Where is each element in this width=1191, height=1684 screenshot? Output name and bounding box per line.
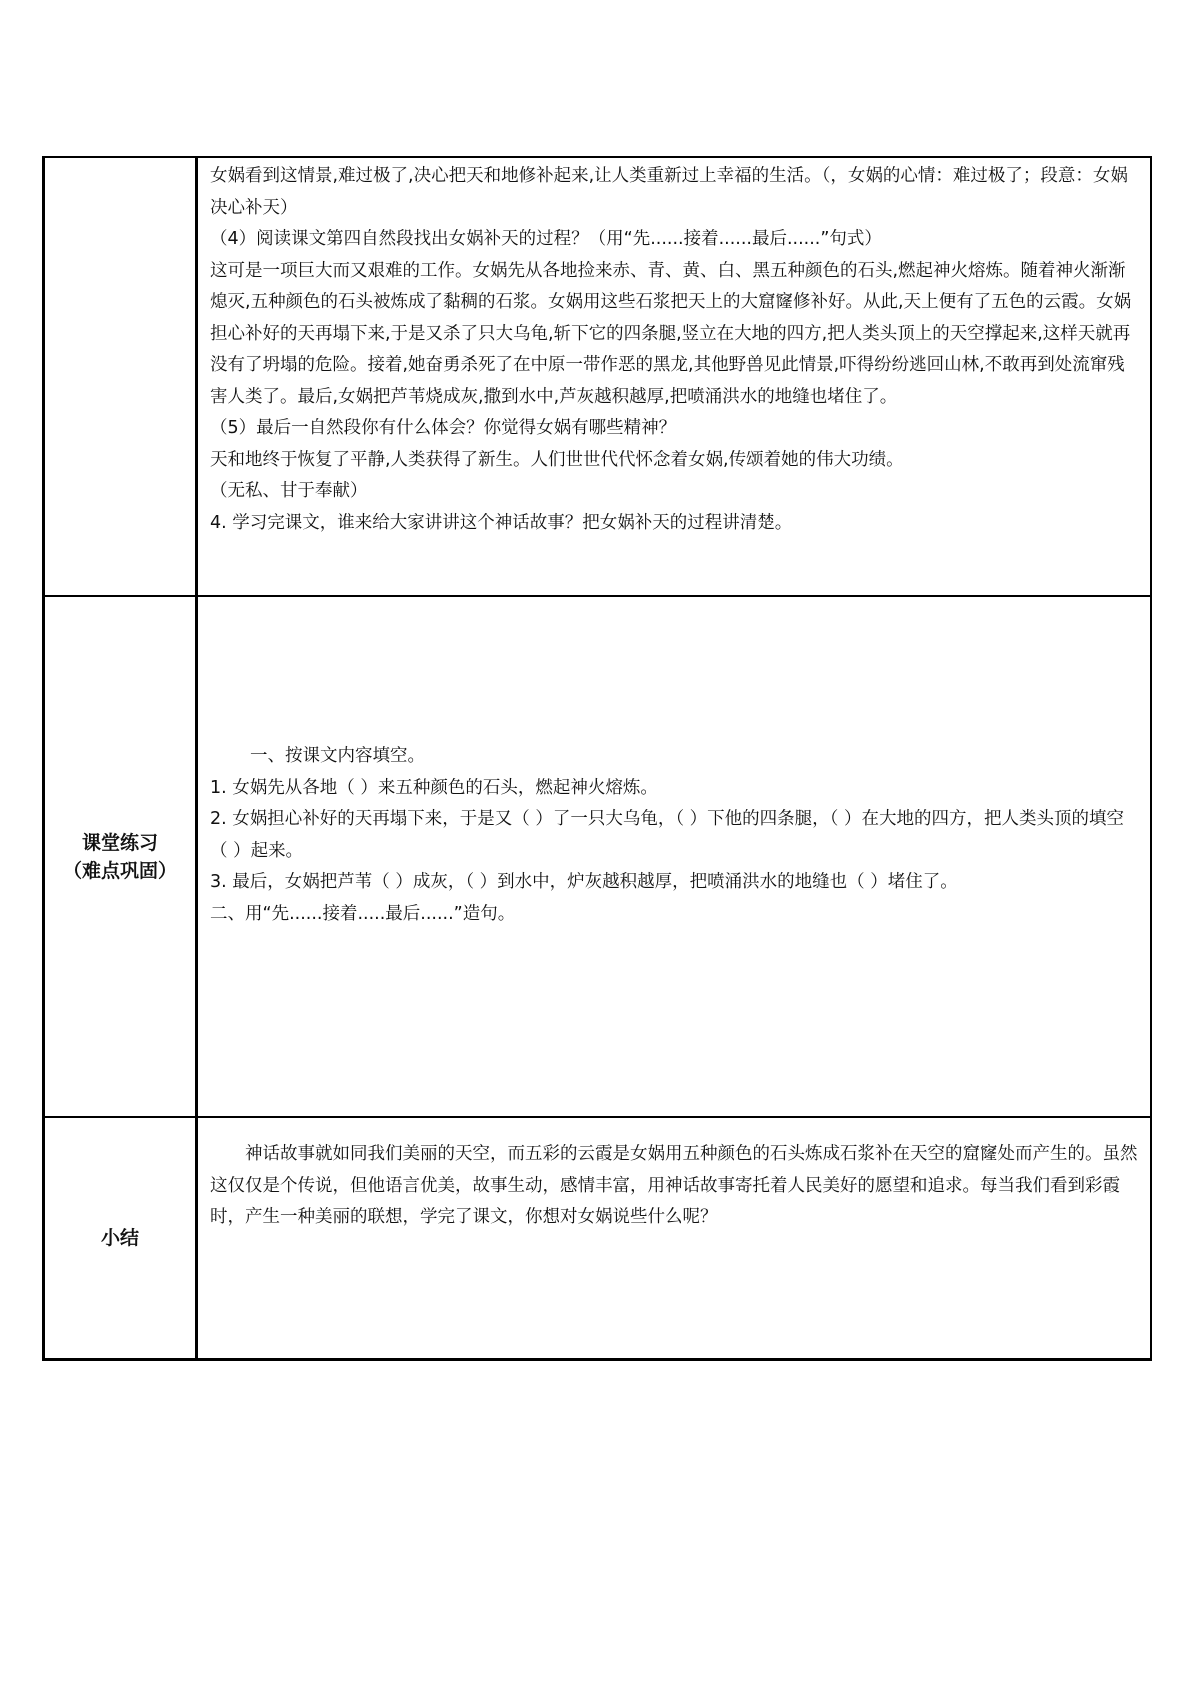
question-4: （4）阅读课文第四自然段找出女娲补天的过程？（用“先......接着......最后......”句式）	[210, 229, 882, 249]
task-4: 4. 学习完课文，谁来给大家讲讲这个神话故事？把女娲补天的过程讲清楚。	[210, 512, 793, 533]
paragraph: 女娲看到这情景,难过极了,决心把天和地修补起来,让人类重新过上幸福的生活。（，女娲的心情：难过极了；段意：女娲决心补天）	[210, 166, 1128, 218]
table-row	[44, 1117, 1152, 1360]
exercise-item: 1. 女娲先从各地（ ）来五种颜色的石头，燃起神火熔炼。	[210, 777, 658, 798]
exercise-item: 2. 女娲担心补好的天再塌下来，于是又（ ）了一只大乌龟，（ ）下他的四条腿，（ ）在大地的四方，把人类头顶的填空（ ）起来。	[210, 809, 1124, 861]
paragraph: 天和地终于恢复了平静,人类获得了新生。人们世世代代怀念着女娲,传颂着她的伟大功绩。	[210, 449, 904, 470]
paragraph: 这可是一项巨大而又艰难的工作。女娲先从各地捡来赤、青、黄、白、黑五种颜色的石头,燃起神火熔炼。随着神火渐渐熄灭,五种颜色的石头被炼成了黏稠的石浆。女娲用这些石浆把天上的大窟窿修补好。从此,天上便有了五色的云霞。女娲担心补好的天再塌下来,于是又杀了只大乌龟,斩下它的四条腿,竖立在大地的四方,把人类头顶上的天空撑起来,这样天就再没有了坍塌的危险。接着,她奋勇杀死了在中原一带作恶的黑龙,其他野兽见此情景,吓得纷纷逃回山林,不敢再到处流窜残害人类了。最后,女娲把芦苇烧成灰,撒到水中,芦灰越积越厚,把喷涌洪水的地缝也堵住了。	[210, 260, 1132, 407]
table-row	[44, 157, 1152, 596]
question-5: （5）最后一自然段你有什么体会？你觉得女娲有哪些精神？	[210, 418, 677, 438]
practice-content-cell	[197, 596, 1152, 1117]
summary-content-cell	[197, 1117, 1152, 1360]
exercise-item: 二、用“先......接着.....最后......”造句。	[210, 903, 516, 924]
summary-paragraph: 神话故事就如同我们美丽的天空，而五彩的云霞是女娲用五种颜色的石头炼成石浆补在天空的窟窿处而产生的。虽然这仅仅是个传说，但他语言优美，故事生动，感情丰富，用神话故事寄托着人民美好的愿望和追求。每当我们看到彩霞时，产生一种美丽的联想，学完了课文，你想对女娲说些什么呢？	[210, 1144, 1138, 1227]
row-label-practice	[44, 596, 197, 1117]
row-label-line: 课堂练习	[81, 831, 158, 854]
row-label-summary: 小结	[44, 1117, 197, 1360]
exercise-item: 3. 最后，女娲把芦苇（ ）成灰，（ ）到水中，炉灰越积越厚，把喷涌洪水的地缝也（ ）堵住了。	[210, 872, 958, 892]
row-label-empty	[44, 157, 197, 596]
exercise-heading: 一、按课文内容填空。	[250, 746, 425, 766]
table-row	[44, 596, 1152, 1117]
answer-note: （无私、甘于奉献）	[210, 481, 368, 501]
lesson-content-cell	[197, 157, 1152, 596]
row-label-line: （难点巩固）	[62, 859, 177, 882]
lesson-plan-table	[42, 156, 1152, 1361]
